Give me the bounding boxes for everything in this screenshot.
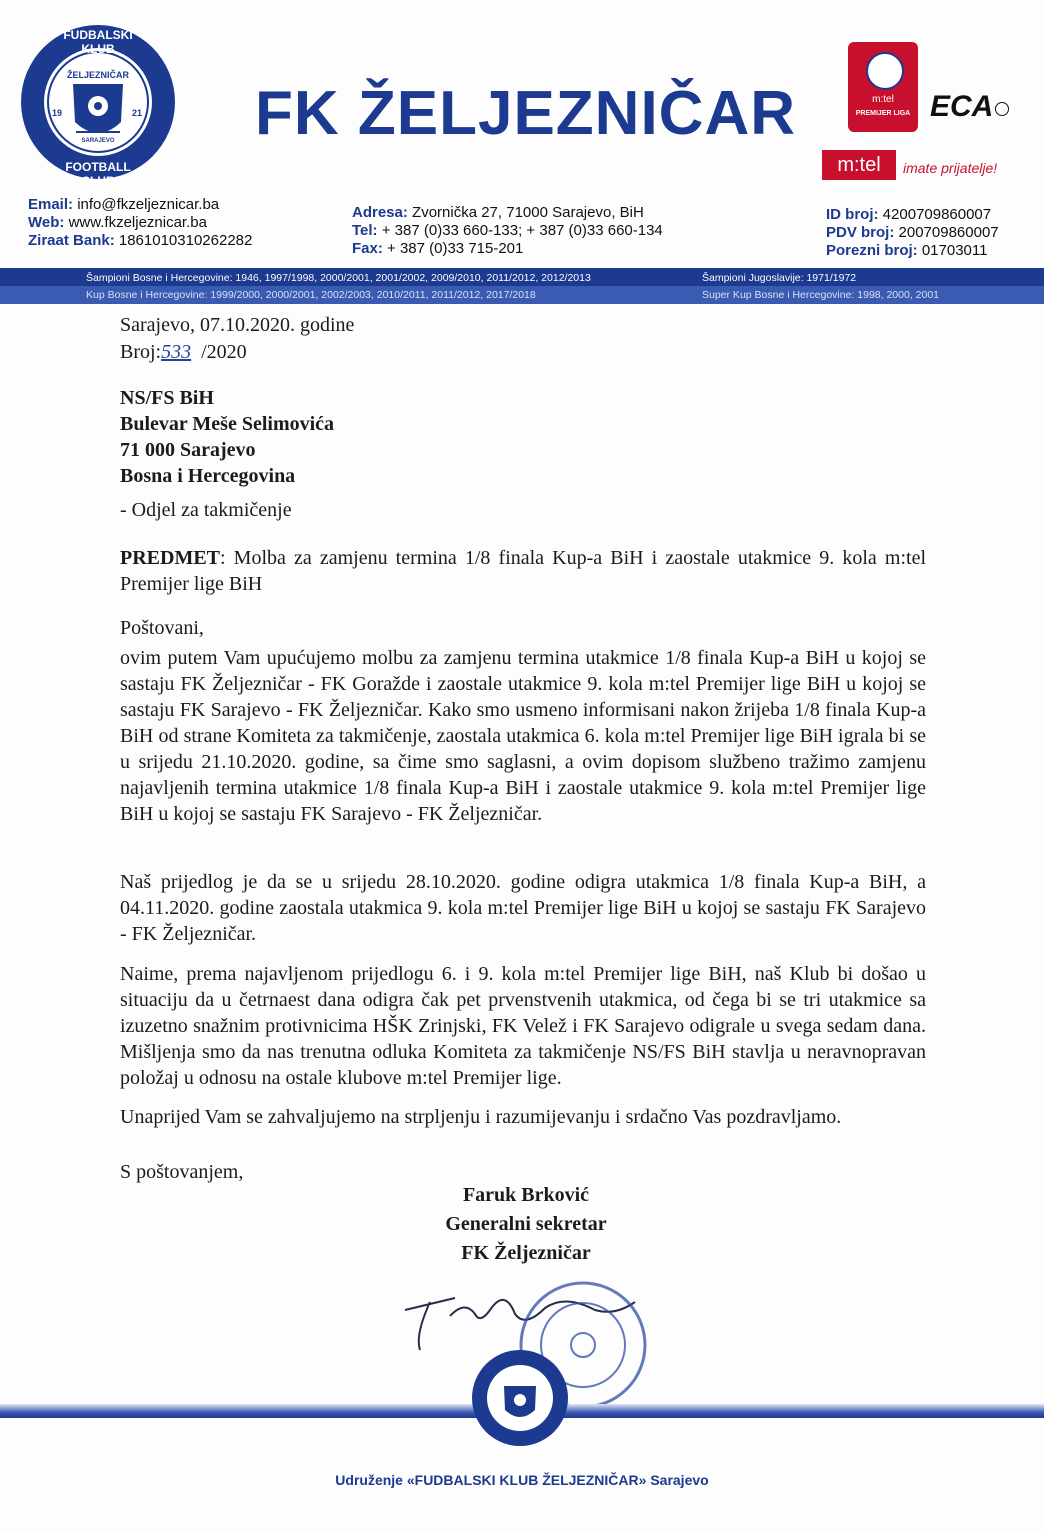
number-handwritten: 533: [161, 341, 192, 363]
bank-value: 1861010310262282: [118, 232, 253, 249]
paragraph-3: Naime, prema najavljenom prijedlogu 6. i 9. kola m:tel Premijer lige BiH, naš Klub bi došao u situaciju da u četrnaest dana odigra čak pet prvenstvenih utakmica, od čega bi se tri utakmice sa izuzetno snažnim protivnicima HŠK Zrinjski, FK Velež i FK Sarajevo odigrale u svega sedam dana. Mišljenja smo da nas trenutna odluka Komiteta za takmičenje NS/FS BiH stavlja u neravnopravan položaj u odnosu na ostale klubove m:tel Premijer lige.: [120, 963, 926, 1089]
logo-year-left: 19: [52, 108, 63, 118]
subject: [120, 545, 926, 597]
recipient-line-2: Bulevar Meše Selimovića: [120, 413, 335, 435]
tel-label: Tel:: [352, 222, 378, 239]
paragraph-4: Unaprijed Vam se zahvaljujemo na strpljenju i razumijevanju i srdačno Vas pozdravljamo.: [120, 1106, 842, 1128]
number-suffix: /2020: [201, 341, 247, 363]
ball-icon: [866, 52, 904, 90]
logo-top-text: FUDBALSKI KLUB: [63, 28, 133, 56]
address-label: Adresa:: [352, 204, 408, 221]
closing: S poštovanjem,: [120, 1161, 244, 1183]
department: - Odjel za takmičenje: [120, 499, 292, 521]
recipient-line-4: Bosna i Hercegovina: [120, 465, 296, 487]
logo-city: SARAJEVO: [81, 138, 115, 144]
paragraph-2: Naš prijedlog je da se u srijedu 28.10.2020. godine odigra utakmica 1/8 finala Kup-a BiH, a 04.11.2020. godine zaostala utakmica 9. kola m:tel Premijer lige BiH u kojoj se sastaju FK Sarajevo - FK Željezničar.: [120, 871, 926, 945]
fax-value: + 387 (0)33 715-201: [387, 240, 524, 257]
id-label: ID broj:: [826, 206, 879, 223]
footer-logo: [470, 1348, 570, 1448]
contact-middle: [352, 204, 752, 258]
signer-title: Generalni sekretar: [445, 1213, 607, 1235]
recipient-line-3: 71 000 Sarajevo: [120, 439, 256, 461]
header-stripe: [0, 268, 1044, 304]
recipient-line-1: NS/FS BiH: [120, 387, 214, 409]
web-value[interactable]: www.fkzeljeznicar.ba: [68, 214, 207, 231]
address-value: Zvornička 27, 71000 Sarajevo, BiH: [412, 204, 644, 221]
subject-text: : Molba za zamjenu termina 1/8 finala Kup-a BiH i zaostale utakmice 9. kola m:tel Premijer lige BiH: [120, 547, 926, 595]
signer-name: Faruk Brković: [462, 1184, 590, 1206]
number-prefix: Broj:: [120, 341, 162, 363]
club-name: FK ŽELJEZNIČAR: [255, 79, 796, 148]
tel-value: + 387 (0)33 660-133; + 387 (0)33 660-134: [381, 222, 663, 239]
fax-label: Fax:: [352, 240, 383, 257]
stripe-line1-right: Šampioni Jugoslavije: 1971/1972: [702, 272, 857, 284]
porezni-label: Porezni broj:: [826, 242, 918, 259]
stripe-line2-right: Super Kup Bosne i Hercegovine: 1998, 2000, 2001: [702, 289, 940, 301]
stripe-line2-left: Kup Bosne i Hercegovine: 1999/2000, 2000/2001, 2002/2003, 2010/2011, 2011/2012, 2017/2018: [86, 289, 536, 301]
stripe-line1-left: Šampioni Bosne i Hercegovine: 1946, 1997/1998, 2000/2001, 2001/2002, 2009/2010, 2011/2012, 2012/2013: [86, 272, 591, 284]
contact-right: [826, 206, 1036, 260]
porezni-value: 01703011: [921, 242, 988, 259]
contact-left: [28, 196, 328, 250]
signer-org: FK Željezničar: [461, 1242, 591, 1264]
pdv-value: 200709860007: [898, 224, 999, 241]
premijer-liga-badge: [848, 42, 918, 132]
badge-bottom-text: PREMIJER LIGA: [855, 110, 911, 117]
place-date: Sarajevo, 07.10.2020. godine: [120, 314, 355, 336]
email-value[interactable]: info@fkzeljeznicar.ba: [77, 196, 220, 213]
subject-label: PREDMET: [120, 547, 220, 569]
eca-logo: ECA: [930, 90, 994, 123]
pdv-label: PDV broj:: [826, 224, 895, 241]
club-logo: [18, 22, 178, 188]
web-label: Web:: [28, 214, 65, 231]
mtel-slogan: imate prijatelje!: [903, 160, 998, 176]
id-value: 4200709860007: [882, 206, 992, 223]
greeting: Poštovani,: [120, 617, 204, 639]
logo-mid-text: ŽELJEZNIČAR: [66, 70, 129, 80]
paragraph-1: ovim putem Vam upućujemo molbu za zamjenu termina utakmice 1/8 finala Kup-a BiH u kojoj se sastaju FK Željezničar - FK Goražde i zaostale utakmice 9. kola m:tel Premijer lige BiH u kojoj se sastaju FK Sarajevo - FK Željezničar. Kako smo usmeno informisani nakon žrijeba 1/8 finala Kup-a BiH od strane Komiteta za takmičenje, zaostala utakmica 6. kola m:tel Premijer lige BiH igrala bi se u srijedu 21.10.2020. godine, sa čime smo saglasni, a ovim dopisom službeno tražimo zamjenu najavljenih termina utakmice 1/8 finala Kup-a BiH i zaostale utakmice 9. kola m:tel Premijer lige BiH u kojoj se sastaju FK Sarajevo - FK Željezničar.: [120, 647, 926, 825]
logo-year-right: 21: [132, 108, 143, 118]
logo-bottom-text: FOOTBALL CLUB: [65, 160, 131, 188]
bank-label: Ziraat Bank:: [28, 232, 115, 249]
registered-icon: [995, 102, 1009, 116]
footer-text: Udruženje «FUDBALSKI KLUB ŽELJEZNIČAR» Sarajevo: [335, 1472, 709, 1488]
badge-top-text: m:tel: [872, 94, 894, 105]
mtel-logo: m:tel: [822, 150, 896, 180]
email-label: Email:: [28, 196, 74, 213]
document-number: [120, 339, 247, 365]
